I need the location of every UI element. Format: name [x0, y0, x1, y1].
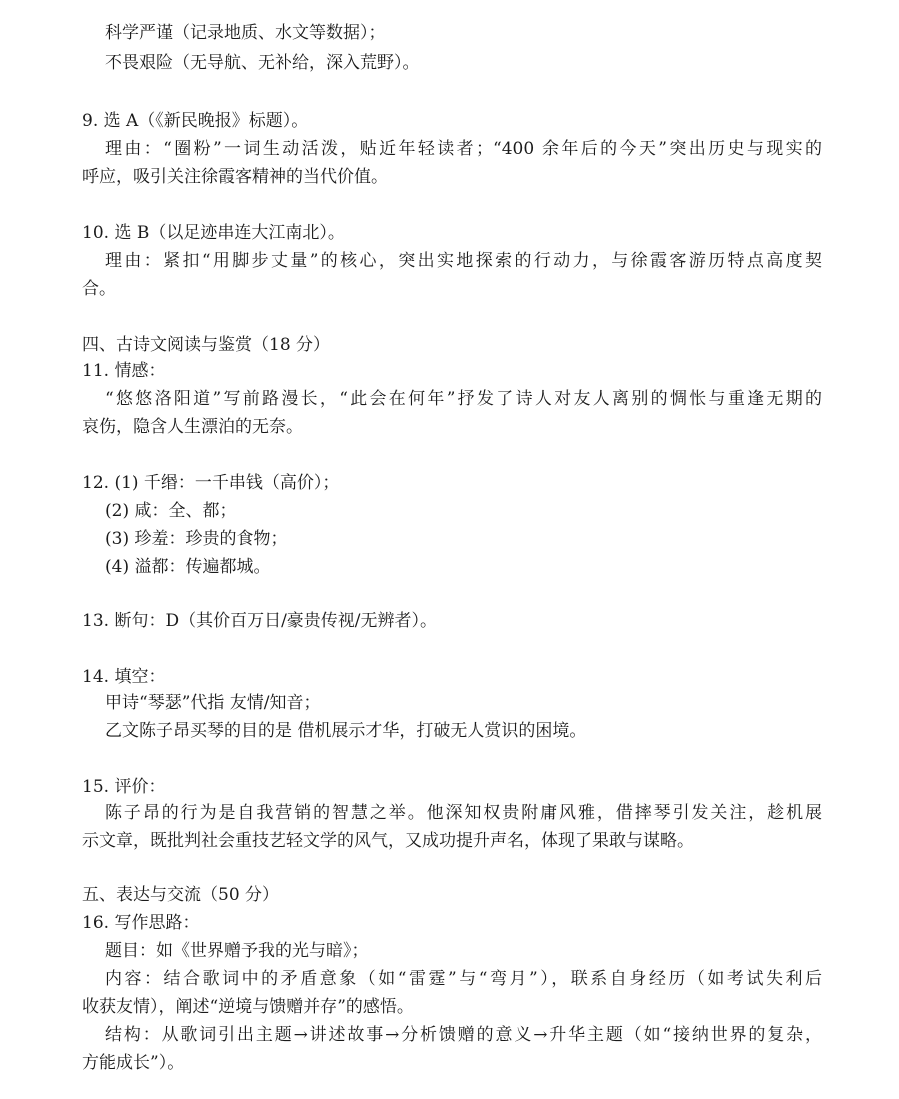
- answer-line: 哀伤，隐含人生漂泊的无奈。: [82, 417, 303, 437]
- section-5-heading: 五、表达与交流（50 分）: [82, 885, 280, 905]
- answer-line: “悠悠洛阳道”写前路漫长，“此会在何年”抒发了诗人对友人离别的惆怅与重逢无期的: [105, 389, 822, 409]
- question-11-heading: 11. 情感：: [82, 361, 166, 381]
- question-12-heading: 12. (1) 千缗：一千串钱（高价）；: [82, 473, 340, 493]
- answer-line: 收获友情），阐述“逆境与馈赠并存”的感悟。: [82, 997, 414, 1017]
- answer-line: (3) 珍羞：珍贵的食物；: [105, 529, 288, 549]
- answer-line: 内容：结合歌词中的矛盾意象（如“雷霆”与“弯月”），联系自身经历（如考试失利后: [105, 969, 822, 989]
- question-13-heading: 13. 断句：D（其价百万日/豪贵传视/无辨者）。: [82, 611, 438, 631]
- answer-line: 陈子昂的行为是自我营销的智慧之举。他深知权贵附庸风雅，借摔琴引发关注，趁机展: [105, 803, 822, 823]
- answer-line: (2) 咸：全、都；: [105, 501, 237, 521]
- answer-line: 甲诗“琴瑟”代指 友情/知音；: [105, 693, 321, 713]
- answer-line: 结构：从歌词引出主题→讲述故事→分析馈赠的意义→升华主题（如“接纳世界的复杂，: [105, 1025, 822, 1045]
- answer-line: 呼应，吸引关注徐霞客精神的当代价值。: [82, 167, 388, 187]
- answer-line: 科学严谨（记录地质、水文等数据）；: [105, 23, 386, 43]
- answer-line: 理由：“圈粉”一词生动活泼，贴近年轻读者；“400 余年后的今天”突出历史与现实的: [105, 139, 822, 159]
- question-9-heading: 9. 选 A（《新民晚报》标题）。: [82, 111, 309, 131]
- question-14-heading: 14. 填空：: [82, 667, 166, 687]
- answer-line: 方能成长”）。: [82, 1053, 185, 1073]
- answer-line: 合。: [82, 279, 116, 299]
- question-16-heading: 16. 写作思路：: [82, 913, 200, 933]
- answer-line: (4) 溢都：传遍都城。: [105, 557, 271, 577]
- question-15-heading: 15. 评价：: [82, 777, 166, 797]
- section-4-heading: 四、古诗文阅读与鉴赏（18 分）: [82, 335, 331, 355]
- question-10-heading: 10. 选 B（以足迹串连大江南北）。: [82, 223, 345, 243]
- answer-line: 不畏艰险（无导航、无补给，深入荒野）。: [105, 53, 420, 73]
- answer-line: 乙文陈子昂买琴的目的是 借机展示才华，打破无人赏识的困境。: [105, 721, 587, 741]
- answer-line: 理由：紧扣“用脚步丈量”的核心，突出实地探索的行动力，与徐霞客游历特点高度契: [105, 251, 822, 271]
- answer-line: 示文章，既批判社会重技艺轻文学的风气，又成功提升声名，体现了果敢与谋略。: [82, 831, 694, 851]
- answer-line: 题目：如《世界赠予我的光与暗》；: [105, 941, 369, 961]
